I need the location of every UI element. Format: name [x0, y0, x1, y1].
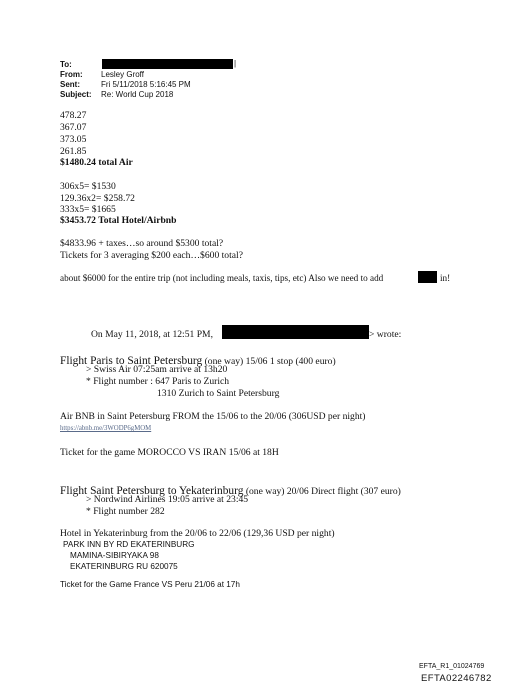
hotel-line: 306x5= $1530: [60, 181, 116, 192]
flight1-details: (one way) 15/06 1 stop (400 euro): [202, 356, 336, 367]
hotel-address-line: MAMINA-SIBIRYAKA 98: [70, 551, 159, 560]
air-amount: 373.05: [60, 134, 87, 145]
footer-id: EFTA02246782: [421, 673, 492, 684]
hotel-yekaterinburg: Hotel in Yekaterinburg from the 20/06 to 22/06 (129,36 USD per night): [60, 528, 335, 539]
footer-id-small: EFTA_R1_01024769: [419, 663, 485, 670]
subject-value: Re: World Cup 2018: [101, 90, 174, 99]
ticket2-line: Ticket for the Game France VS Peru 21/06 at 17h: [60, 580, 240, 589]
from-value: Lesley Groff: [101, 70, 144, 79]
hotel-total: $3453.72 Total Hotel/Airbnb: [60, 215, 177, 226]
hotel-line: 333x5= $1665: [60, 204, 116, 215]
from-label: From:: [60, 70, 83, 79]
flight1-airline: > Swiss Air 07:25am arrive at 13h20: [86, 364, 228, 375]
sent-value: Fri 5/11/2018 5:16:45 PM: [101, 80, 191, 89]
ticket1-line: Ticket for the game MOROCCO VS IRAN 15/06 at 18H: [60, 447, 279, 458]
sent-label: Sent:: [60, 80, 80, 89]
flight2-title: Flight Saint Petersburg to Yekaterinburg: [60, 485, 244, 497]
hotel-address-line: PARK INN BY RD EKATERINBURG: [63, 540, 195, 549]
to-label: To:: [60, 60, 72, 69]
airbnb-line: Air BNB in Saint Petersburg FROM the 15/06 to the 20/06 (306USD per night): [60, 411, 366, 422]
summary-line: $4833.96 + taxes…so around $5300 total?: [60, 238, 224, 249]
flight1-title: Flight Paris to Saint Petersburg: [60, 355, 203, 367]
flight1-connection: 1310 Zurich to Saint Petersburg: [157, 388, 280, 399]
airbnb-link[interactable]: https://abnb.me/3WODP6gMOM: [60, 425, 152, 432]
quote-wrote: > wrote:: [369, 329, 402, 340]
quote-intro: On May 11, 2018, at 12:51 PM,: [91, 329, 213, 340]
flight1-number: * Flight number : 647 Paris to Zurich: [86, 376, 230, 387]
summary-line: Tickets for 3 averaging $200 each…$600 total?: [60, 250, 243, 261]
redaction-edge: |: [234, 59, 237, 68]
air-amount: 367.07: [60, 122, 87, 133]
air-amount: 478.27: [60, 110, 87, 121]
flight2-airline: > Nordwind Airlines 19:05 arrive at 23:45: [86, 494, 249, 505]
air-total: $1480.24 total Air: [60, 157, 133, 168]
summary-line-end: in!: [440, 273, 451, 283]
flight2-number: * Flight number 282: [86, 506, 165, 517]
flight2-details: (one way) 20/06 Direct flight (307 euro): [243, 486, 401, 497]
hotel-line: 129.36x2= $258.72: [60, 193, 135, 204]
redaction-bar: [222, 325, 369, 339]
subject-label: Subject:: [60, 90, 92, 99]
redaction-bar: [418, 271, 437, 283]
summary-line: about $6000 for the entire trip (not including meals, taxis, tips, etc) Also we need to add: [60, 273, 384, 283]
air-amount: 261.85: [60, 146, 87, 157]
redaction-bar: [102, 59, 233, 69]
hotel-address-line: EKATERINBURG RU 620075: [70, 562, 178, 571]
